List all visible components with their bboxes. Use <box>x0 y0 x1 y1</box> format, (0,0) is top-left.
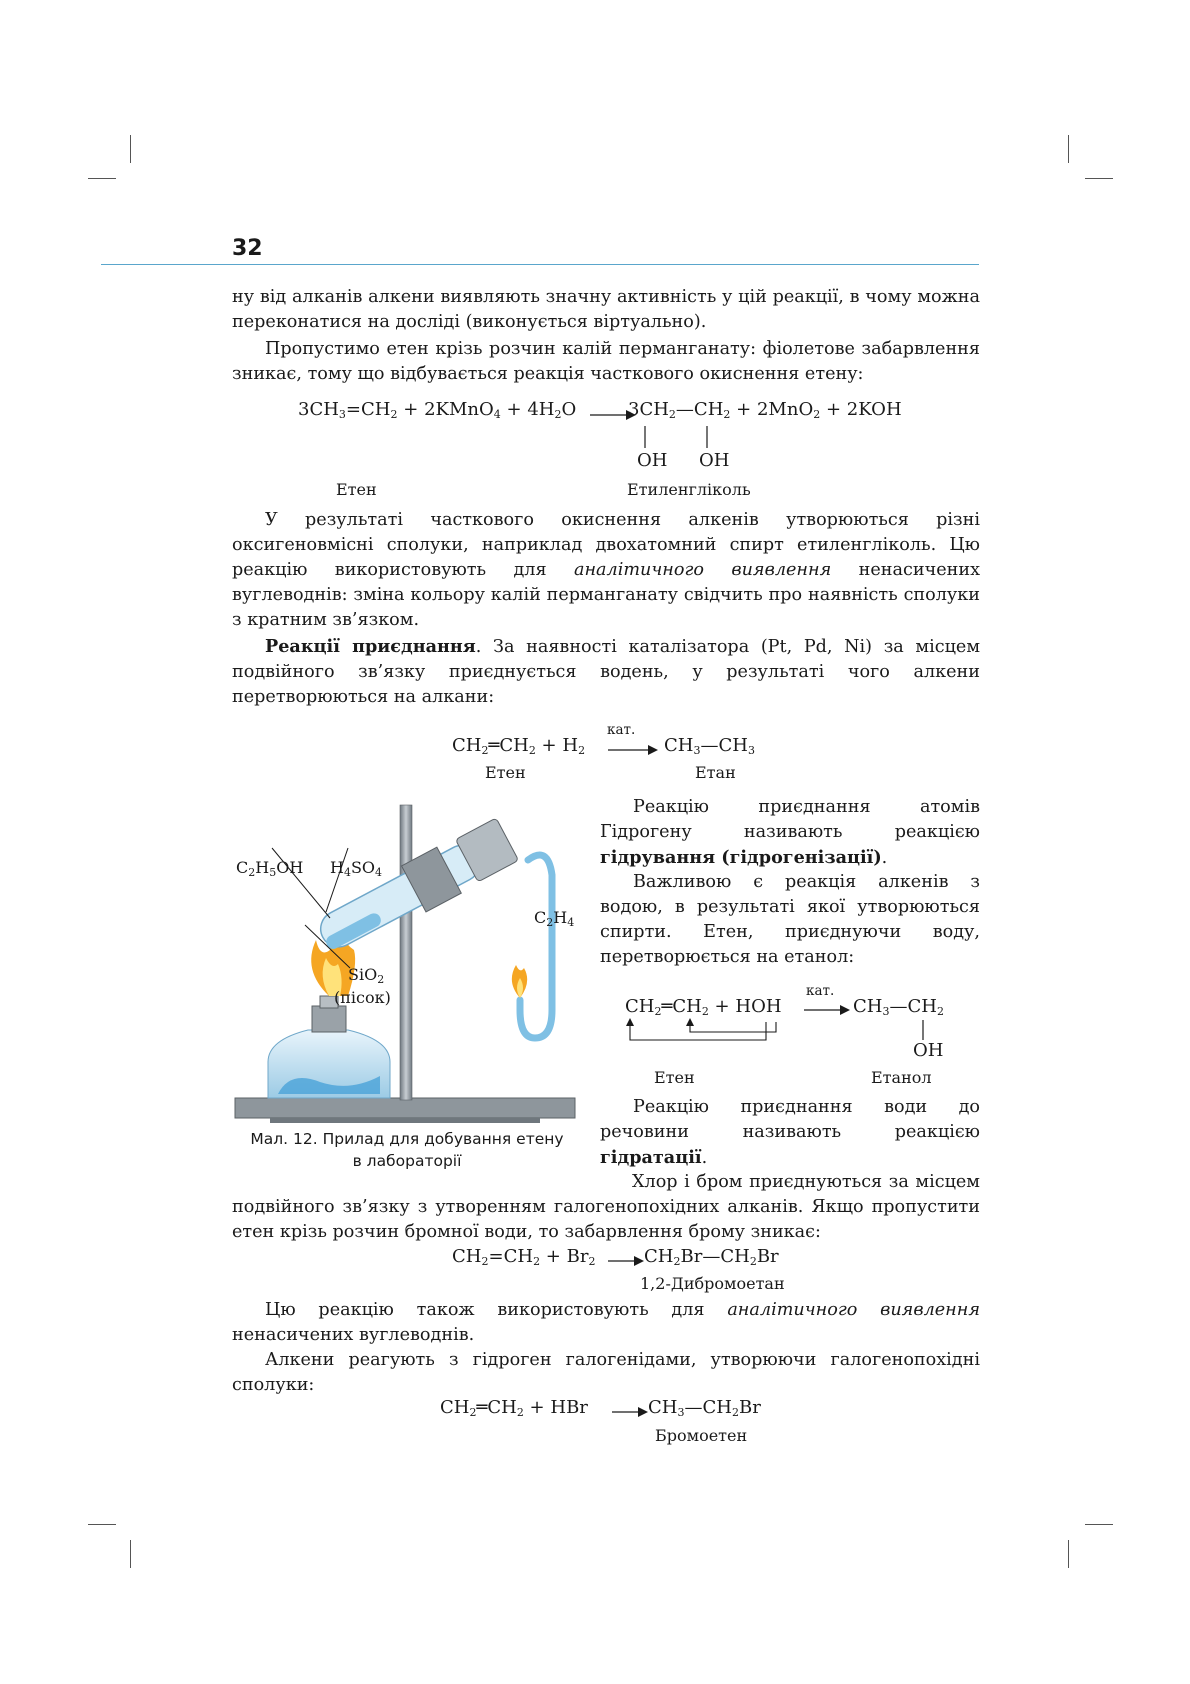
reaction-arrow <box>612 1405 648 1419</box>
label-ethene-gas: $C_2H_4$ <box>534 908 575 929</box>
label-etanol: Етанол <box>871 1068 932 1087</box>
equation-hydration: $CH_2═CH_2$ + HOH <box>625 996 782 1018</box>
label-dibromoetan: 1,2-Дибромоетан <box>640 1274 785 1293</box>
figure-caption: Мал. 12. Прилад для добування етену в лабораторії <box>250 1130 564 1170</box>
paragraph: Реакції приєднання. За наявності каталізатора (Pt, Pd, Ni) за місцем подвійного зв’язку приєднується водень, у результаті чого алкени перетворюються на алкани: <box>232 636 980 707</box>
crop-mark <box>130 1540 131 1568</box>
paragraph: Цю реакцію також використовують для аналітичного виявлення ненасичених вуглеводнів. <box>232 1300 981 1345</box>
lab-apparatus-figure <box>230 800 590 1130</box>
hydroxyl-group: OH <box>637 450 668 471</box>
lamp-neck <box>312 1006 346 1032</box>
paragraph: Реакцію приєднання води до речовини називають реакцією гідратації. <box>600 1097 980 1168</box>
stand-base-edge <box>270 1118 540 1123</box>
header-rule <box>101 264 979 265</box>
paragraph: Хлор і бром приєднуються за місцем подвійного зв’язку з утворенням галогенопохідних алканів. Якщо пропустити етен крізь розчин бромної води, то забарвлення брому зникає: <box>232 1172 980 1242</box>
stand-base <box>235 1098 575 1118</box>
gas-tube <box>520 855 552 1038</box>
label-etan: Етан <box>695 763 736 782</box>
equation-bromination-product: $CH_2Br—CH_2Br$ <box>644 1246 779 1268</box>
label-sulfuric-acid: $H_4SO_4$ <box>330 858 383 879</box>
paragraph: Пропустимо етен крізь розчин калій перманганату: фіолетове забарвлення зникає, тому що відбувається реакція часткового окиснення етену: <box>232 339 980 384</box>
label-eten: Етен <box>485 763 526 782</box>
label-sio2: SiO$_2$ <box>348 965 385 986</box>
equation-bromination: $CH_2=CH_2 + Br_2$ <box>452 1246 596 1268</box>
reaction-arrow <box>804 1003 850 1017</box>
hydration-brackets <box>628 1018 788 1044</box>
bond-lines <box>644 426 714 450</box>
stand-rod <box>400 805 412 1100</box>
crop-mark <box>130 135 131 163</box>
equation-hydrogenation-product: $CH_3—CH_3$ <box>664 735 755 757</box>
bond-line <box>922 1020 926 1040</box>
reaction-arrow <box>608 1254 644 1268</box>
catalyst-label: кат. <box>607 722 636 738</box>
paragraph: Важливою є реакція алкенів з водою, в результаті якої утворюються спирти. Етен, приєднуючи воду, перетворюється на етанол: <box>600 872 980 967</box>
crop-mark <box>1085 1524 1113 1525</box>
paragraph: Реакцію приєднання атомів Гідрогену називають реакцією гідрування (гідрогенізації). <box>600 797 980 868</box>
equation-hydrobromination-product: $CH_3—CH_2Br$ <box>648 1397 761 1419</box>
label-eten: Етен <box>654 1068 695 1087</box>
hydroxyl-group: OH <box>699 450 730 471</box>
equation-hydrogenation: $CH_2═CH_2 + H_2$ <box>452 735 586 757</box>
crop-mark <box>88 1524 116 1525</box>
label-eten: Етен <box>336 480 377 499</box>
label-bromoeten: Бромоетен <box>655 1426 748 1445</box>
paragraph: У результаті часткового окиснення алкенів утворюються різні оксигеновмісні сполуки, наприклад двохатомний спирт етиленгліколь. Цю реакцію використовують для аналітичного виявлення ненасичених вуглеводнів: зміна кольору калій перманганату свідчить про наявність сполуки з кратним зв’язком. <box>232 510 981 630</box>
equation-hydration-product: $CH_3—CH_2$ <box>853 996 944 1018</box>
equation-oxidation-products: $3CH_2—CH_2 + 2MnO_2 + 2KOH$ <box>628 399 902 421</box>
reaction-arrow <box>608 743 658 757</box>
hydroxyl-group: OH <box>913 1040 944 1061</box>
equation-oxidation: $3CH_3=CH_2$ + 2KMnO$_4$ + $4H_2O$ <box>298 399 577 421</box>
crop-mark <box>1085 178 1113 179</box>
paragraph: ну від алканів алкени виявляють значну активність у цій реакції, в чому можна переконатися на досліді (виконується віртуально). <box>232 287 980 332</box>
crop-mark <box>88 178 116 179</box>
paragraph: Алкени реагують з гідроген галогенідами, утворюючи галогенопохідні сполуки: <box>232 1350 980 1395</box>
catalyst-label: кат. <box>806 983 835 999</box>
label-sand: (пісок) <box>334 988 391 1007</box>
equation-hydrobromination: $CH_2═CH_2$ + HBr <box>440 1397 588 1419</box>
crop-mark <box>1068 1540 1069 1568</box>
label-etylenglikol: Етиленгліколь <box>627 480 751 499</box>
crop-mark <box>1068 135 1069 163</box>
page-number: 32 <box>232 236 263 261</box>
label-ethanol: $C_2H_5OH$ <box>236 858 304 879</box>
